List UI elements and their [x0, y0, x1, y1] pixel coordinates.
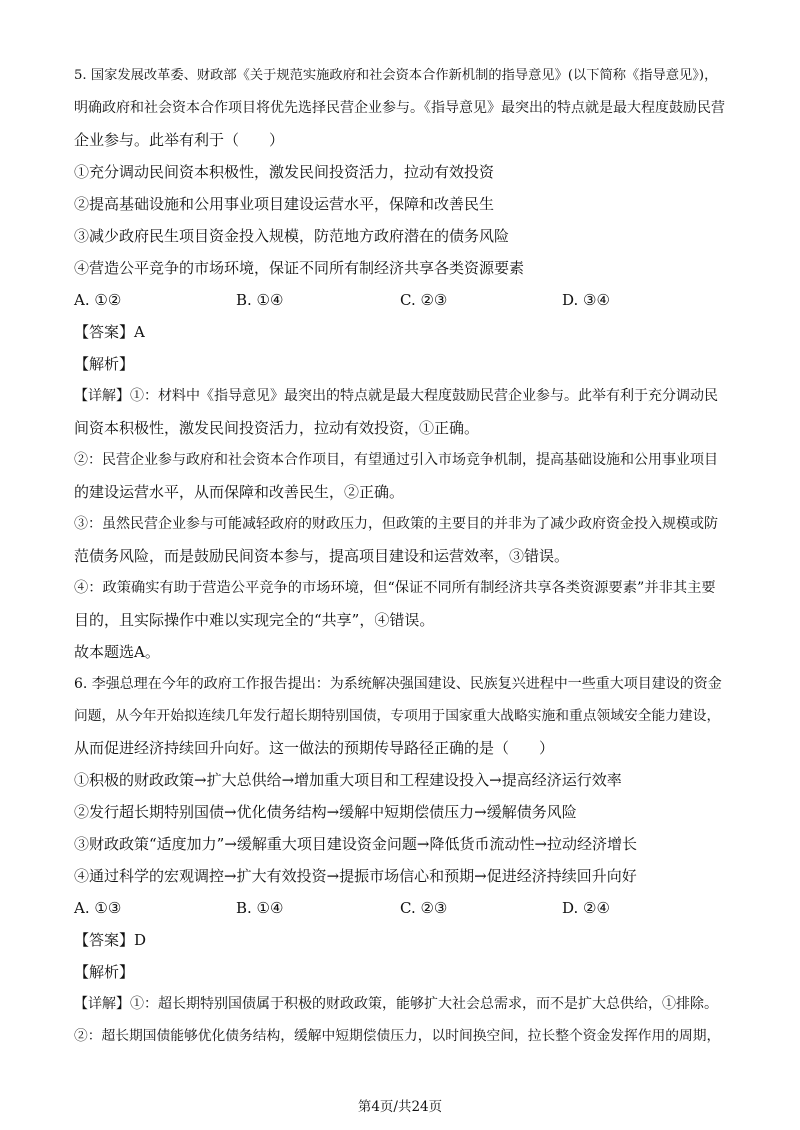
q6-stem-line-1: 6. 李强总理在今年的政府工作报告提出：为系统解决强国建设、民族复兴进程中一些重大项目建设的资金	[74, 676, 722, 692]
q5-detail-line-8: 目的，且实际操作中难以实现完全的“共享”，④错误。	[74, 611, 435, 629]
q6-detail-line-2: ②：超长期国债能够优化债务结构，缓解中短期偿债压力，以时间换空间，拉长整个资金发挥作用的周期，	[74, 1028, 721, 1044]
q5-option-d: D. ③④	[562, 291, 610, 309]
q5-statement-2: ②提高基础设施和公用事业项目建设运营水平，保障和改善民生	[74, 195, 495, 213]
q5-stem-line-2: 明确政府和社会资本合作项目将优先选择民营企业参与。《指导意见》最突出的特点就是最大程度鼓励民营	[74, 100, 725, 116]
q5-detail-line-2: 间资本积极性，激发民间投资活力，拉动有效投资，①正确。	[74, 419, 480, 437]
q5-answer: 【答案】A	[74, 323, 145, 341]
q6-statement-2: ②发行超长期特别国债→优化债务结构→缓解中短期偿债压力→缓解债务风险	[74, 803, 577, 821]
q5-detail-line-6: 范债务风险，而是鼓励民间资本参与，提高项目建设和运营效率，③错误。	[74, 547, 570, 565]
q5-detail-line-7: ④：政策确实有助于营造公平竞争的市场环境，但“保证不同所有制经济共享各类资源要素”并非其主要	[74, 580, 716, 596]
q6-stem-line-2: 问题，从今年开始拟连续几年发行超长期特别国债，专项用于国家重大战略实施和重点领域安全能力建设，	[74, 708, 721, 724]
q5-conclusion: 故本题选A。	[74, 643, 160, 661]
q6-statement-1: ①积极的财政政策→扩大总供给→增加重大项目和工程建设投入→提高经济运行效率	[74, 771, 622, 789]
q6-option-c: C. ②③	[400, 899, 448, 917]
q5-statement-1: ①充分调动民间资本积极性，激发民间投资活力，拉动有效投资	[74, 163, 495, 181]
q6-detail-line-1: 【详解】①：超长期特别国债属于积极的财政政策，能够扩大社会总需求，而不是扩大总供给，①排除。	[74, 996, 718, 1012]
q6-analysis-label: 【解析】	[74, 963, 135, 981]
q6-answer: 【答案】D	[74, 931, 147, 949]
q5-detail-line-3: ②：民营企业参与政府和社会资本合作项目，有望通过引入市场竞争机制，提高基础设施和公用事业项目	[74, 452, 718, 468]
q5-stem-line-1: 5. 国家发展改革委、财政部《关于规范实施政府和社会资本合作新机制的指导意见》(以下简称《指导意见》)，	[74, 68, 718, 83]
q6-option-d: D. ②④	[562, 899, 610, 917]
q6-options	[74, 898, 726, 918]
q5-detail-line-4: 的建设运营水平，从而保障和改善民生，②正确。	[74, 483, 405, 501]
q5-stem-line-3: 企业参与。此举有利于（ ）	[74, 131, 285, 149]
q5-option-c: C. ②③	[400, 291, 448, 309]
q6-option-a: A. ①③	[74, 899, 122, 917]
q5-option-a: A. ①②	[74, 291, 122, 309]
q5-detail-line-1: 【详解】①：材料中《指导意见》最突出的特点就是最大程度鼓励民营企业参与。此举有利于充分调动民	[74, 388, 718, 404]
q5-options	[74, 290, 726, 310]
q6-statement-4: ④通过科学的宏观调控→扩大有效投资→提振市场信心和预期→促进经济持续回升向好	[74, 867, 637, 885]
page-footer: 第4页/共24页	[357, 1099, 443, 1115]
q5-analysis-label: 【解析】	[74, 355, 135, 373]
q6-option-b: B. ①④	[236, 899, 284, 917]
q6-stem-line-3: 从而促进经济持续回升向好。这一做法的预期传导路径正确的是（ ）	[74, 739, 555, 757]
q6-statement-3: ③财政政策“适度加力”→缓解重大项目建设资金问题→降低货币流动性→拉动经济增长	[74, 835, 638, 853]
q5-detail-line-5: ③：虽然民营企业参与可能减轻政府的财政压力，但政策的主要目的并非为了减少政府资金投入规模或防	[74, 516, 718, 532]
q5-statement-3: ③减少政府民生项目资金投入规模，防范地方政府潜在的债务风险	[74, 227, 510, 245]
q5-option-b: B. ①④	[236, 291, 284, 309]
q5-statement-4: ④营造公平竞争的市场环境，保证不同所有制经济共享各类资源要素	[74, 259, 525, 277]
